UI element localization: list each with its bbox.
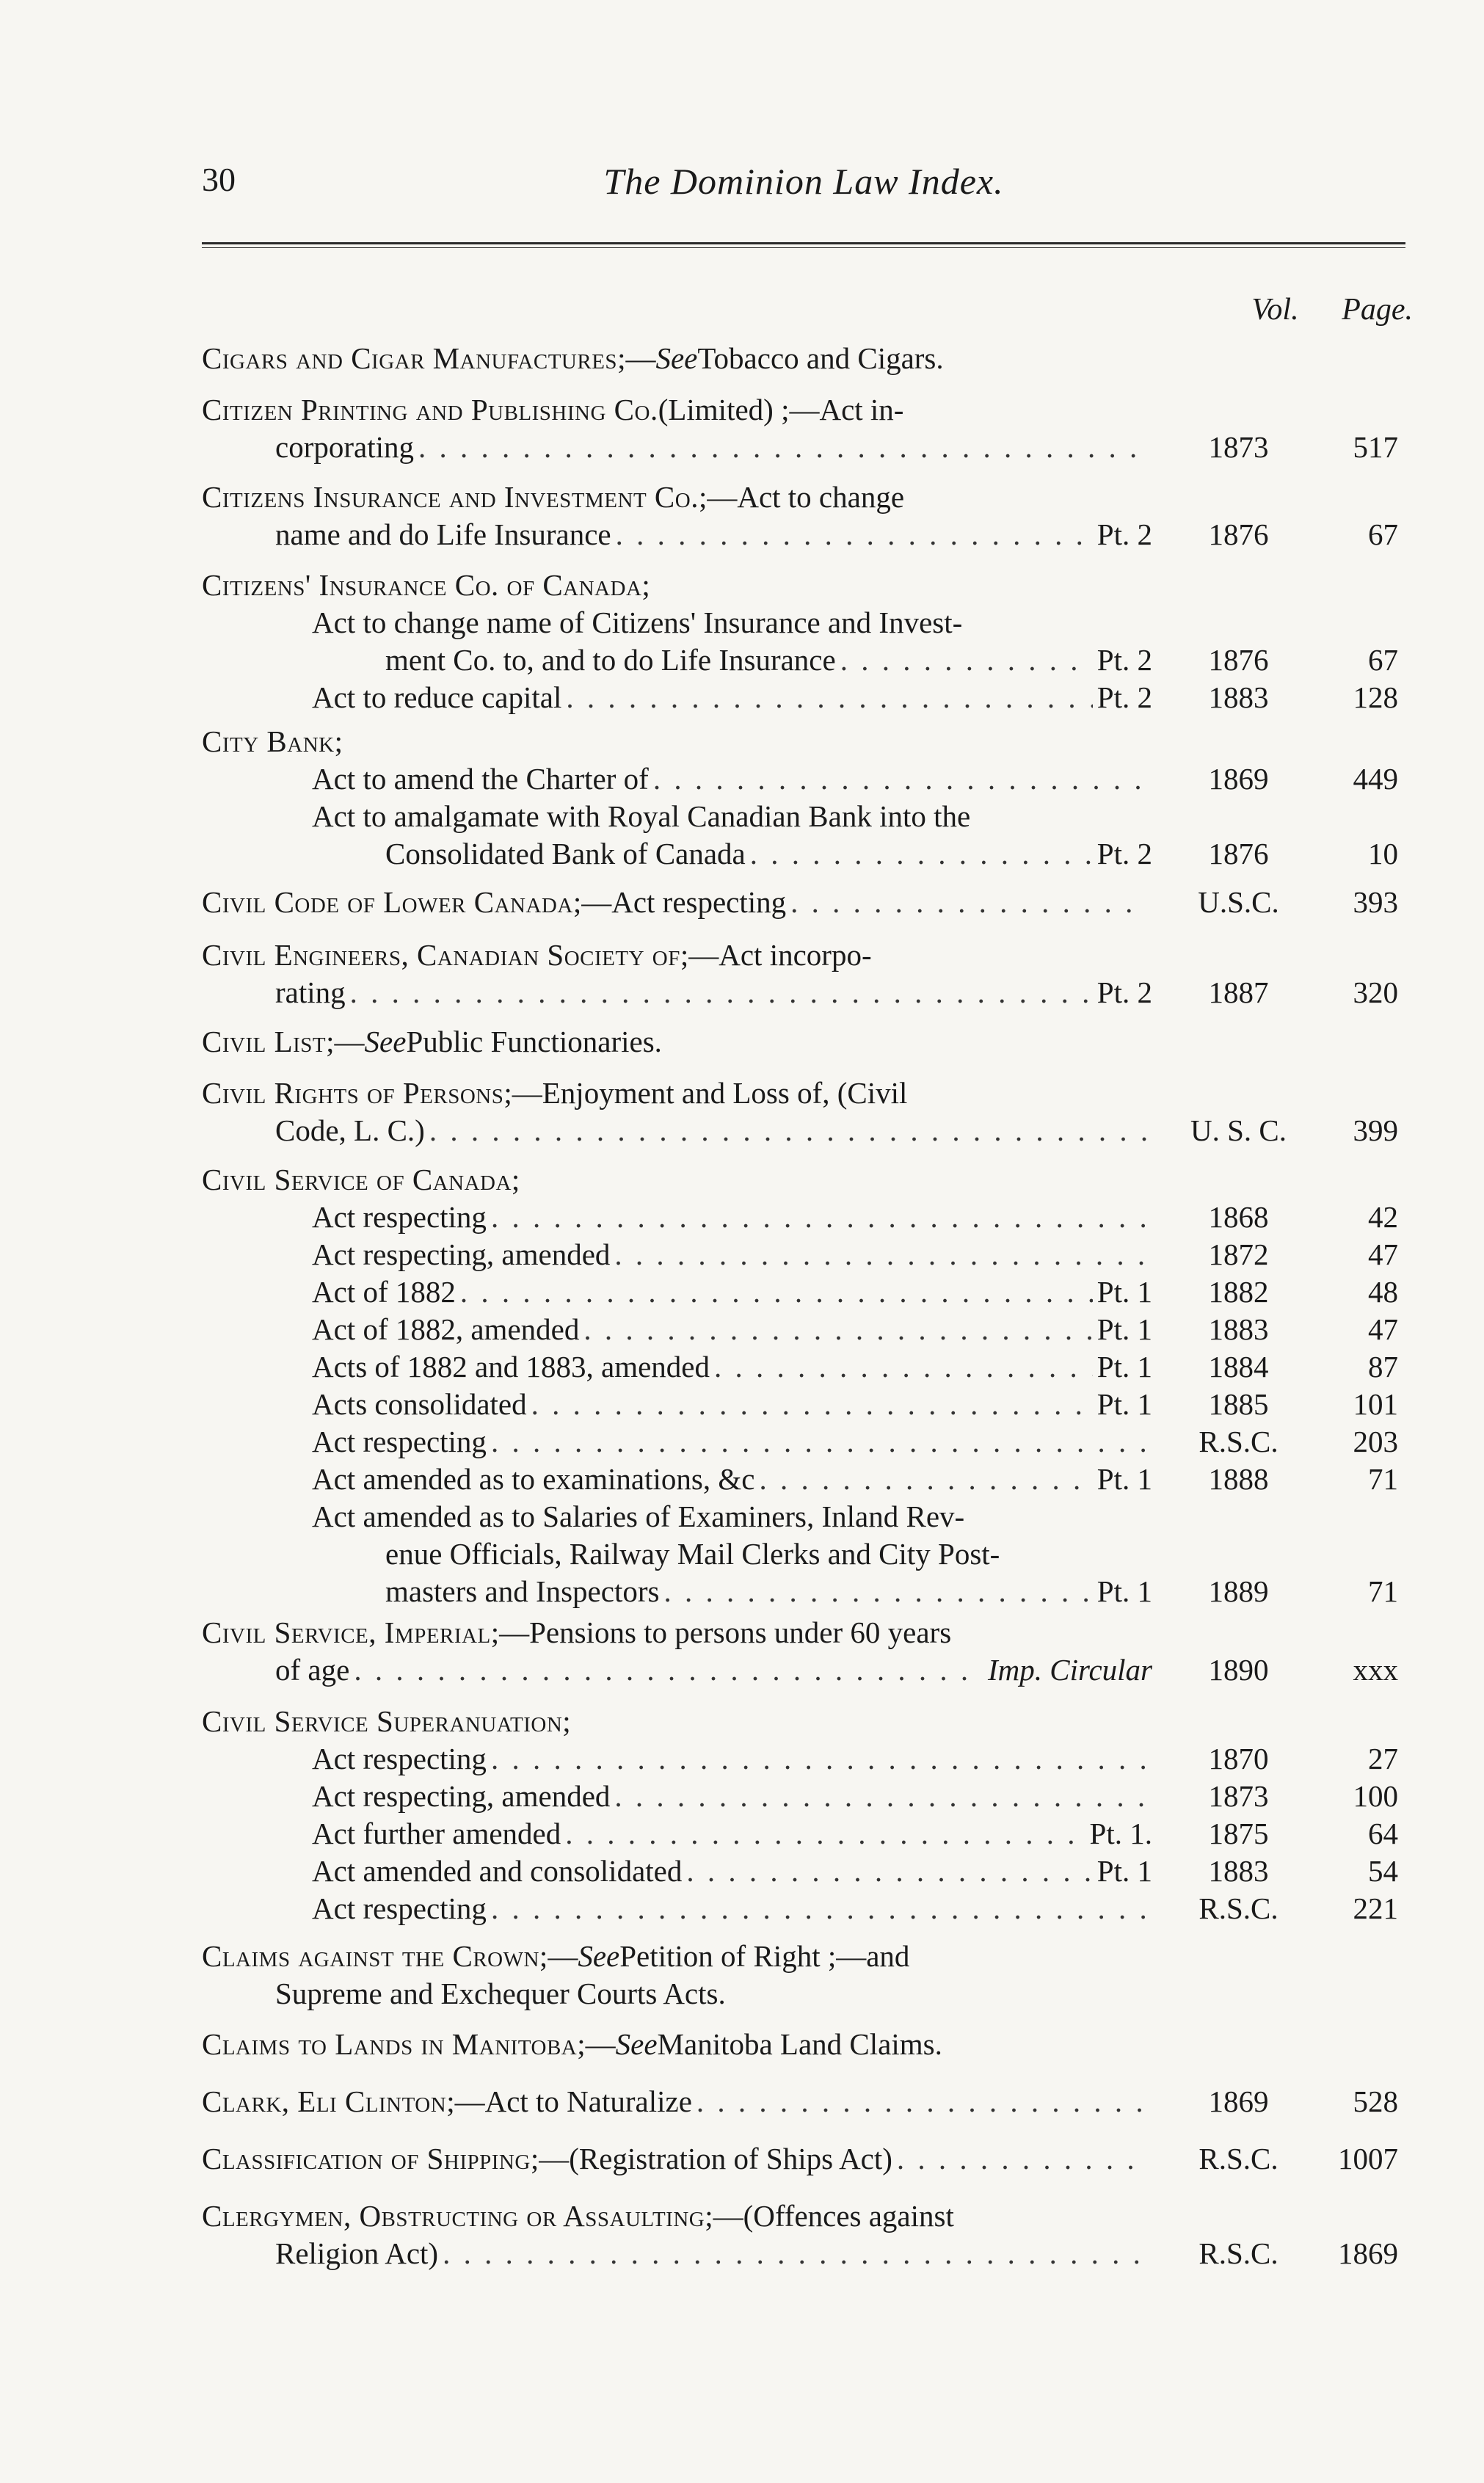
sub-entry — [202, 1740, 1413, 1778]
vol-value: 1869 — [1208, 2084, 1269, 2118]
page-value: 67 — [1368, 643, 1398, 677]
see-reference: See — [364, 1025, 407, 1058]
sub-entry — [202, 1853, 1413, 1890]
entry-claims-against-crown: Claims against the Crown ;— See Petition of Right ;—and Supreme and Exchequer Courts Acts. — [202, 1939, 910, 2010]
part-value: Pt. 1 — [1096, 1275, 1152, 1309]
vol-value: U.S.C. — [1198, 885, 1279, 919]
page-value: 47 — [1368, 1237, 1398, 1271]
sub-entry — [202, 1311, 1413, 1348]
vol-value: 1868 — [1208, 1200, 1269, 1234]
sub-entry-text: Act of 1882 — [312, 1275, 456, 1309]
part-value: Pt. 1. — [1089, 1817, 1152, 1850]
headword: Civil List — [202, 1025, 327, 1058]
page-value: 87 — [1368, 1350, 1398, 1384]
headword: Civil Engineers, Canadian Society of — [202, 938, 680, 972]
sub-entry-text: Act respecting — [312, 1200, 487, 1234]
sub-entry — [202, 1348, 1413, 1386]
headword: Claims against the Crown — [202, 1939, 539, 1973]
reference: Imp. Circular — [988, 1653, 1152, 1687]
sub-entry — [202, 1386, 1413, 1423]
leader-dots — [491, 1423, 1148, 1461]
vol-column-header: Vol. — [1251, 293, 1299, 327]
vol-value: R.S.C. — [1199, 2142, 1279, 2175]
entry-claims-manitoba: Claims to Lands in Manitoba ;— See Manitoba Land Claims. — [202, 2026, 1413, 2063]
part-value: Pt. 2 — [1096, 975, 1152, 1009]
headword: Cigars and Cigar Manufactures — [202, 341, 618, 375]
leader-dots — [750, 835, 1093, 873]
leader-dots — [565, 1815, 1085, 1853]
sub-entry-text: Act further amended — [312, 1817, 561, 1850]
leader-dots — [790, 884, 1148, 921]
entry-city-bank: City Bank ; Act to amend the Charter of . . . 1869 449 Act to amalgamate with Royal Canadian Bank into the Consolidated Bank of Canada . . . Pt. 2 1876 10 — [202, 723, 1413, 873]
part-value: Pt. 1 — [1096, 1350, 1152, 1384]
headword: Civil Code of Lower Canada — [202, 885, 573, 919]
sub-entry — [202, 1236, 1413, 1273]
leader-dots — [840, 641, 1093, 679]
headword: Clark, Eli Clinton — [202, 2084, 447, 2118]
leader-dots — [714, 1348, 1093, 1386]
vol-value: 1888 — [1208, 1462, 1269, 1496]
vol-value: 1887 — [1208, 975, 1269, 1009]
page-value: 399 — [1353, 1113, 1398, 1147]
page-value: 42 — [1368, 1200, 1398, 1234]
page-number: 30 — [202, 161, 236, 198]
sub-entry-text: Acts consolidated — [312, 1387, 527, 1421]
part-value: Pt. 1 — [1096, 1462, 1152, 1496]
leader-dots — [491, 1890, 1148, 1927]
leader-dots — [350, 974, 1093, 1011]
leader-dots — [614, 1778, 1148, 1815]
part-value: Pt. 1 — [1096, 1854, 1152, 1888]
sub-entry — [202, 1273, 1413, 1311]
page-value: 1007 — [1338, 2142, 1398, 2175]
page-value: 128 — [1353, 680, 1398, 714]
leader-dots — [696, 2083, 1148, 2120]
leader-dots — [686, 1853, 1092, 1890]
headword: Claims to Lands in Manitoba — [202, 2027, 578, 2061]
sub-entry-text: Act respecting — [312, 1425, 487, 1458]
entry-citizens-insurance-investment: Citizens Insurance and Investment Co. ;—Act to change name and do Life Insurance . . . Pt. 2 1876 67 — [202, 479, 1413, 553]
entry-clark: Clark, Eli Clinton ;—Act to Naturalize . . . 1869 528 — [202, 2083, 1413, 2120]
entry-text: Public Functionaries. — [406, 1025, 662, 1058]
leader-dots — [354, 1651, 983, 1689]
vol-value: 1872 — [1208, 1237, 1269, 1271]
page-value: 221 — [1353, 1891, 1398, 1925]
vol-value: 1883 — [1208, 1312, 1269, 1346]
entry-civil-engineers: Civil Engineers, Canadian Society of ;—Act incorpo- rating . . . Pt. 2 1887 320 — [202, 937, 1413, 1011]
leader-dots — [897, 2140, 1148, 2178]
vol-value: R.S.C. — [1199, 2236, 1279, 2270]
part-value: Pt. 1 — [1096, 1312, 1152, 1346]
entry-civil-service-imperial: Civil Service, Imperial ;—Pensions to persons under 60 years of age . . . Imp. Circular 1890 xxx — [202, 1614, 1413, 1689]
sub-entry — [202, 1778, 1413, 1815]
headword: Civil Service Superanuation — [202, 1704, 563, 1738]
vol-value: 1882 — [1208, 1275, 1269, 1309]
headword: Civil Service of Canada — [202, 1163, 512, 1196]
entry-clergymen: Clergymen, Obstructing or Assaulting ;—(Offences against Religion Act) . . . R.S.C. 1869 — [202, 2197, 1413, 2272]
sub-entry-text: Act amended and consolidated — [312, 1854, 683, 1888]
page-value: 101 — [1353, 1387, 1398, 1421]
part-value: Pt. 2 — [1096, 837, 1152, 870]
page-value: 1869 — [1338, 2236, 1398, 2270]
headword: Clergymen, Obstructing or Assaulting — [202, 2199, 705, 2233]
leader-dots — [566, 679, 1092, 716]
headword: Classification of Shipping — [202, 2142, 531, 2175]
sub-entry-text: Act respecting — [312, 1891, 487, 1925]
vol-value: 1883 — [1208, 680, 1269, 714]
see-reference: See — [655, 341, 698, 375]
page-value: 449 — [1353, 762, 1398, 796]
sub-entry-text: Act respecting, amended — [312, 1237, 611, 1271]
part-value: Pt. 1 — [1096, 1387, 1152, 1421]
leader-dots — [418, 429, 1148, 466]
vol-value: 1875 — [1208, 1817, 1269, 1850]
page-value: 71 — [1368, 1574, 1398, 1608]
vol-value: 1883 — [1208, 1854, 1269, 1888]
page-value: 528 — [1353, 2084, 1398, 2118]
part-value: Pt. 1 — [1096, 1574, 1152, 1608]
vol-value: U. S. C. — [1190, 1113, 1287, 1147]
page-value: 64 — [1368, 1817, 1398, 1850]
entry-citizen-printing: Citizen Printing and Publishing Co. (Limited) ;—Act in- corporating . . . 1873 517 — [202, 391, 1413, 466]
page-value: 100 — [1353, 1779, 1398, 1813]
part-value: Pt. 2 — [1096, 517, 1152, 551]
page-value: 48 — [1368, 1275, 1398, 1309]
entry-text: Tobacco and Cigars. — [697, 341, 944, 375]
headword: Civil Service, Imperial — [202, 1615, 491, 1649]
vol-value: 1873 — [1208, 430, 1269, 464]
headword: City Bank — [202, 724, 335, 758]
page-value: 54 — [1368, 1854, 1398, 1888]
leader-dots — [653, 760, 1148, 798]
entry-civil-rights: Civil Rights of Persons ;—Enjoyment and Loss of, (Civil Code, L. C.) . . . U. S. C. 399 — [202, 1075, 1413, 1149]
leader-dots — [663, 1573, 1092, 1610]
see-reference: See — [615, 2027, 658, 2061]
sub-entry-text: Act respecting, amended — [312, 1779, 611, 1813]
vol-value: 1873 — [1208, 1779, 1269, 1813]
page-value: 47 — [1368, 1312, 1398, 1346]
sub-entry — [202, 1461, 1413, 1498]
sub-entry-text: Act respecting — [312, 1742, 487, 1775]
sub-entry-text: Act amended as to examinations, &c — [312, 1462, 755, 1496]
entry-classification-shipping: Classification of Shipping ;—(Registration of Ships Act) . . . R.S.C. 1007 — [202, 2140, 1413, 2178]
entry-civil-code: Civil Code of Lower Canada ;—Act respecting . . . U.S.C. 393 — [202, 884, 1413, 921]
vol-value: 1890 — [1208, 1653, 1269, 1687]
page-value: 393 — [1353, 885, 1398, 919]
leader-dots — [491, 1740, 1148, 1778]
vol-value: 1876 — [1208, 643, 1269, 677]
vol-value: R.S.C. — [1199, 1891, 1279, 1925]
leader-dots — [616, 516, 1093, 553]
leader-dots — [491, 1199, 1148, 1236]
page-value: 71 — [1368, 1462, 1398, 1496]
vol-value: 1885 — [1208, 1387, 1269, 1421]
entry-civil-service-superanuation: Civil Service Superanuation ; Act respecting . . . 1870 27 Act respecting, amended . . . 1873 100 Act further amended . . . Pt. 1. 1875 64 Act amended and consolidated . . . Pt. 1 1883 54 Act respecting . . . R.S.C. 221 — [202, 1703, 1413, 1927]
entry-civil-service-canada: Civil Service of Canada ; Act respecting . . . 1868 42 Act respecting, amended . . . 1872 47 Act of 1882 . . . Pt. 1 1882 48 Act of 1882, amended . . . Pt. 1 1883 47 Acts of 1882 and 1883, amended . . . Pt. 1 1884 87 Acts consolidated . . . Pt. 1 1885 101 Act respecting . . . R.S.C. 203 Act amended as to examinations, &c . . . Pt. 1 1888 71 Act amended as to Salaries of Examiners, Inland Rev- enue Officials, Railway Mail Clerks and City Post- masters and Inspectors . . . Pt. 1 1889 71 — [202, 1161, 1413, 1610]
part-value: Pt. 2 — [1096, 680, 1152, 714]
page-value: xxx — [1353, 1653, 1398, 1687]
page-value: 517 — [1353, 430, 1398, 464]
header-rule — [202, 242, 1405, 248]
leader-dots — [460, 1273, 1093, 1311]
headword: Citizen Printing and Publishing Co. — [202, 393, 658, 426]
leader-dots — [531, 1386, 1093, 1423]
sub-entry-text: Act of 1882, amended — [312, 1312, 580, 1346]
sub-entry — [202, 1890, 1413, 1927]
page-value: 27 — [1368, 1742, 1398, 1775]
vol-value: 1870 — [1208, 1742, 1269, 1775]
vol-value: R.S.C. — [1199, 1425, 1279, 1458]
vol-value: 1876 — [1208, 517, 1269, 551]
leader-dots — [614, 1236, 1148, 1273]
entry-citizens-insurance-canada: Citizens' Insurance Co. of Canada ; Act to change name of Citizens' Insurance and Invest- ment Co. to, and to do Life Insurance . . . Pt. 2 1876 67 Act to reduce capital . . . Pt. 2 1883 128 — [202, 567, 1413, 716]
headword: Civil Rights of Persons — [202, 1076, 504, 1110]
vol-value: 1876 — [1208, 837, 1269, 870]
headword: Citizens' Insurance Co. of Canada — [202, 568, 642, 602]
header-title: The Dominion Law Index. — [603, 161, 1004, 202]
leader-dots — [759, 1461, 1092, 1498]
page-value: 67 — [1368, 517, 1398, 551]
sub-entry — [202, 1815, 1413, 1853]
vol-value: 1869 — [1208, 762, 1269, 796]
page-value: 320 — [1353, 975, 1398, 1009]
page-column-header: Page. — [1342, 293, 1413, 327]
entry-civil-list: Civil List ;— See Public Functionaries. — [202, 1023, 1413, 1061]
entry-cigars: Cigars and Cigar Manufactures ;— See Tobacco and Cigars. — [202, 340, 1413, 377]
page-value: 203 — [1353, 1425, 1398, 1458]
leader-dots — [583, 1311, 1092, 1348]
vol-value: 1884 — [1208, 1350, 1269, 1384]
headword: Citizens Insurance and Investment Co. — [202, 480, 699, 514]
sub-entry — [202, 1199, 1413, 1236]
leader-dots — [443, 2235, 1148, 2272]
vol-value: 1889 — [1208, 1574, 1269, 1608]
part-value: Pt. 2 — [1096, 643, 1152, 677]
running-head — [202, 160, 1405, 219]
sub-entry — [202, 1423, 1413, 1461]
leader-dots — [429, 1112, 1148, 1149]
sub-entry-text: Acts of 1882 and 1883, amended — [312, 1350, 710, 1384]
see-reference: See — [578, 1939, 620, 1973]
page-value: 10 — [1368, 837, 1398, 870]
